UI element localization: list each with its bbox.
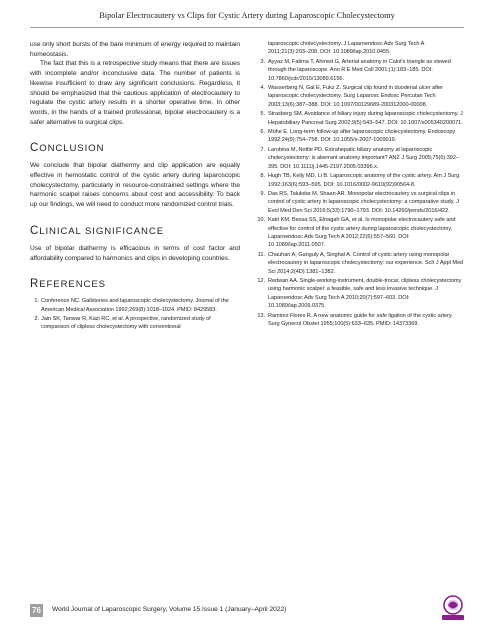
running-head: Bipolar Electrocautery vs Clips for Cystic Artery during Laparoscopic Cholecystectomy — [99, 11, 395, 20]
reference-number: 5. — [260, 111, 265, 118]
reference-number: 1. — [34, 298, 39, 305]
body-paragraph: The fact that this is a retrospective study means that there are issues with incomplete and/or inconclusive data. The number of patients is likewise insufficient to draw any significant conclusions. Regardless, it should be emphasized that the cautious application of electrocautery to regulate the cystic artery results in a shorter operative time. In other words, in the hands of a trained professional, bipolar electrocautery is a safer alternative to surgical clips. — [30, 60, 240, 126]
reference-number: 6. — [260, 129, 265, 136]
reference-item — [255, 190, 465, 215]
reference-text: Chauhan A, Ganguly A, Singhal A. Control of cystic artery using monopolar electrocautery in laparoscopic cholecystectomy: our experience. Sch J Appl Med Sci 2014;2(4D):1381–1382. — [268, 251, 464, 275]
reference-item — [255, 146, 465, 171]
reference-number: 11. — [257, 251, 265, 258]
left-column — [30, 40, 240, 333]
reference-number: 3. — [260, 58, 265, 65]
reference-item — [255, 172, 465, 189]
reference-text: Ramirez Flores R. A new anatomic guide for safe ligation of the cystic artery. Surg Gynecol Obstet 1955;100(5):633–635. PMID: 14373369. — [268, 312, 453, 327]
reference-text: Mühe E. Long-term follow-up after laparoscopic cholecystectomy. Endoscopy 1992;24(9):754–758. DOI: 10.1055/s-2007-1009019. — [268, 129, 456, 144]
reference-number: 12. — [257, 277, 265, 284]
reference-text: Redwan AA. Single-working-instrument, double-trocar, clipless cholecystectomy using harmonic scalpel: a feasible, safe and less invasive technique. J Laparoendosc Adv Surg Tech A 2010;20(7):597–603. DOI: 10.1089/lap.2009.0375. — [268, 277, 462, 310]
reference-number: 4. — [260, 85, 265, 92]
conclusion-heading: CONCLUSION — [30, 142, 105, 155]
reference-item — [255, 84, 465, 109]
reference-item — [255, 251, 465, 276]
clinical-significance-paragraph: Use of bipolar diathermy is efficacious in terms of cost factor and affordability compared to harmonics and clips in developing countries. — [30, 244, 240, 262]
publisher-logo-icon — [436, 594, 470, 622]
reference-item — [255, 312, 465, 329]
reference-number: 2. — [34, 316, 39, 323]
header-rule — [30, 27, 464, 28]
reference-text: Conference NC. Gallstones and laparoscopic cholecystectomy. Journal of the American Medical Association 1992;269(8):1018–1024. PMID: 8429583. — [41, 298, 229, 313]
references-heading: REFERENCES — [30, 278, 106, 291]
reference-text: Wasserberg N, Gal E, Fukz Z. Surgical clip found in duodenal ulcer after laparoscopic cholecystectomy. Surg Laparosc Endosc Percutan Tech 2003;13(6):387–388. DOI: 10.1097/00129689-200312000-00008. — [268, 85, 443, 108]
reference-text: laparoscopic cholecystectomy. J Laparoendosc Adv Surg Tech A 2011;21(3):203–208. DOI: 10.1089/lap.2010.0455. — [268, 41, 424, 56]
reference-item — [30, 297, 240, 314]
reference-item — [255, 40, 465, 57]
reference-item — [255, 216, 465, 250]
journal-footer: World Journal of Laparoscopic Surgery, Volume 15 Issue 1 (January–April 2022) — [52, 606, 287, 613]
reference-item — [255, 58, 465, 83]
reference-number: 8. — [260, 173, 265, 180]
reference-number: 13. — [257, 312, 265, 319]
reference-item — [255, 110, 465, 127]
reference-text: Strasberg SM. Avoidance of biliary injury during laparoscopic cholecystectomy. J Hepatobiliary Pancreat Surg 2002;9(5):543–547. DOI: 10.1007/s005340200071. — [268, 111, 463, 126]
reference-item — [255, 128, 465, 145]
clinical-significance-heading: CLINICAL SIGNIFICANCE — [30, 224, 165, 237]
reference-number: 9. — [260, 190, 265, 197]
reference-text: Hugh TB, Kelly MD, Li B. Laparoscopic anatomy of the cystic artery. Am J Surg 1992;163(6):593–595. DOI: 10.1016/0002-9610(92)90564-8. — [268, 173, 460, 188]
reference-item — [255, 277, 465, 311]
page-number: 76 — [32, 606, 41, 615]
reference-text: Ayyaz M, Fatima T, Ahmed G. Arterial anatomy in Calot's triangle as viewed through the laparoscope. Ann R E Med Coll 2001;(1):183–185. DOI: 10.7860/jcdr/2015/13089.6156. — [268, 58, 451, 82]
reference-text: Larobina M, Nottle PD. Extrahepatic biliary anatomy at laparoscopic cholecystectomy: is aberrant anatomy important? ANZ J Surg 2005;75(6):392–395. DOI: 10.1111/j.1445-2197.2005.03396.x. — [268, 146, 459, 170]
reference-number: 10. — [257, 217, 265, 224]
right-column — [255, 40, 465, 329]
reference-text: Jain SK, Tanwar R, Kazi RC, et al. A prospective, randomized study of comparison of clipless cholecystectomy with conventional — [41, 316, 211, 331]
reference-item — [30, 315, 240, 332]
reference-text: Das RS, Talukdar M, Shaan AR. Monopolar electrocautery vs surgical clips in control of cystic artery in laparoscopic cholecystectomy: a comparative study. J Evol Med Den Sci 2016;5(33):1790–1793. DOI: 10.14260/jemds/2016/422. — [268, 190, 459, 214]
body-paragraph: use only short bursts of the bare minimum of energy required to maintain homeostasis. — [30, 41, 240, 58]
conclusion-paragraph: We conclude that bipolar diathermy and clip application are equally effective in hemostatic control of the cystic artery during laparoscopic cholecystectomy, particularly in resource-constrained settings where the harmonic scalpel raises concerns about cost and accessibility. To back up our findings, we will need to conduct more randomized control trials. — [30, 162, 240, 209]
reference-list — [255, 40, 465, 328]
reference-text: Katri KM, Bessa SS, Elnagah GA, et al. Is monopolar electrocautery safe and effective for control of the cystic artery during laparoscopic cholecystectomy. Laparoendosc Adv Surg Tech A 2012;22(6):557–560. DOI: 10.1089/lap.2011.0507. — [268, 217, 456, 249]
reference-list — [30, 297, 240, 332]
reference-number: 7. — [260, 146, 265, 153]
